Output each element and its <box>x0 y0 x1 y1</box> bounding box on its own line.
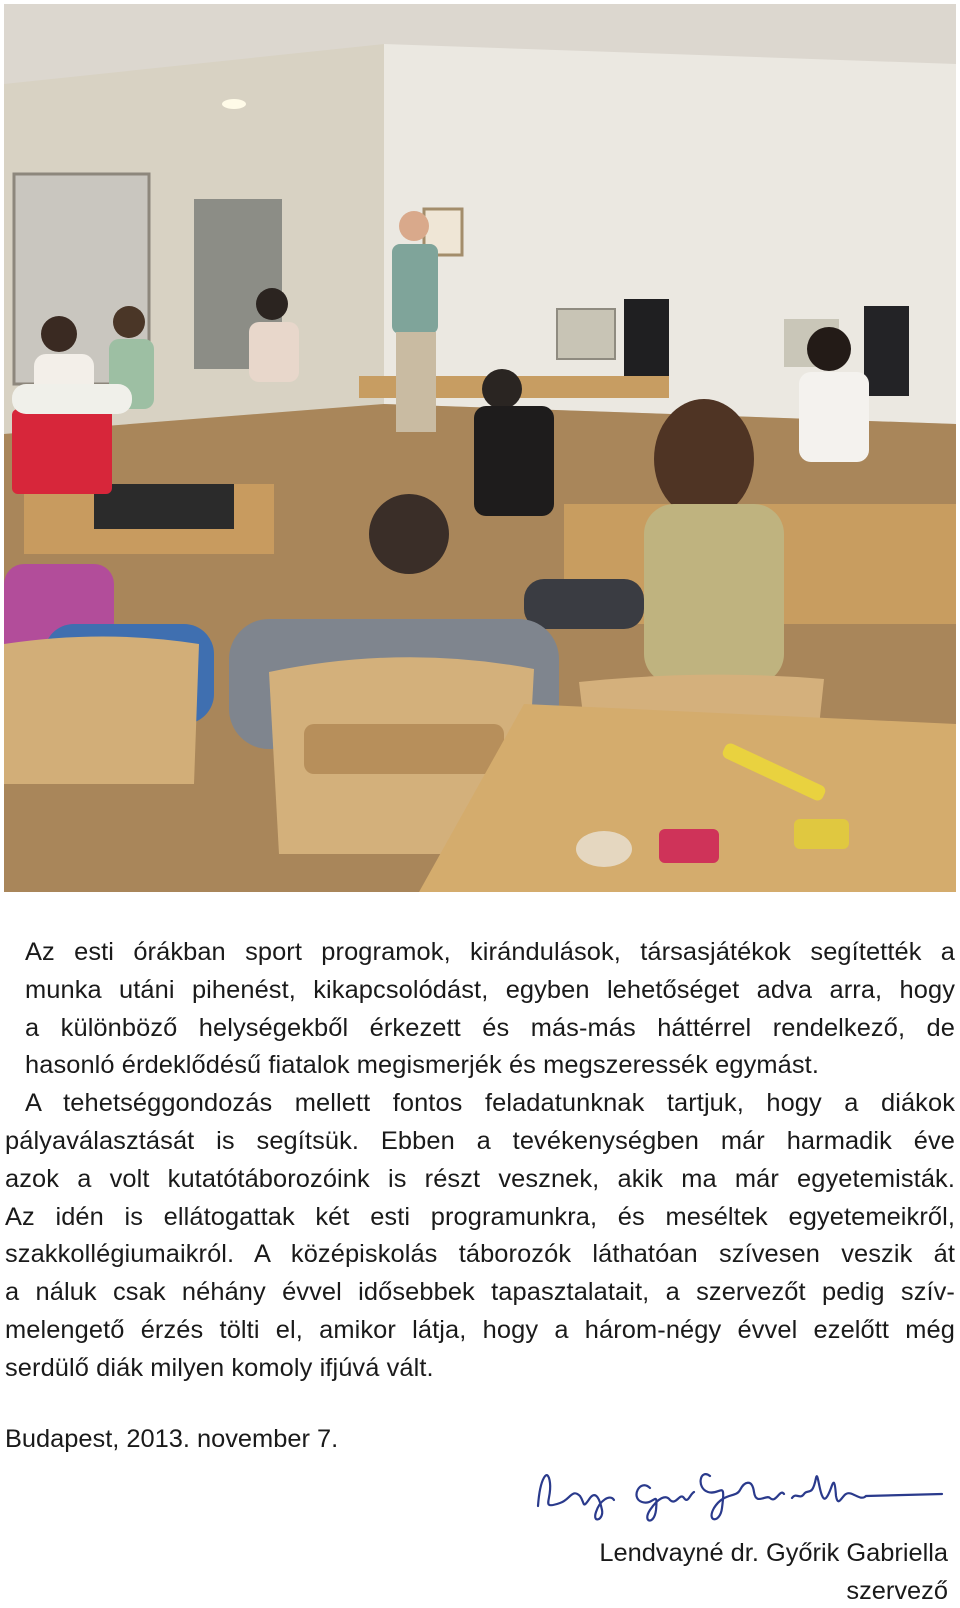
p1-line-1: Az esti órákban sport programok, kirándulások, társasjátékok segítették a <box>25 938 955 966</box>
body-text <box>5 934 955 1388</box>
p1-line-3: a különböző helységekből érkezett és más-más háttérrel rendelkező, de <box>25 1013 955 1042</box>
paragraph-1 <box>5 934 955 1085</box>
date-line: Budapest, 2013. november 7. <box>5 1425 339 1453</box>
handwritten-signature <box>530 1448 950 1528</box>
p2-line-4: Az idén is ellátogattak két esti programunkra, és meséltek egyetemeikről, <box>5 1202 955 1231</box>
p2-line-5: szakkollégiumaikról. A középiskolás táborozók láthatóan szívesen veszik át <box>5 1240 955 1269</box>
signer-name: Lendvayné dr. Győrik Gabriella <box>599 1539 948 1567</box>
classroom-photo-illustration <box>4 4 956 892</box>
p2-line-8: serdülő diák milyen komoly ifjúvá vált. <box>5 1353 434 1382</box>
paragraph-2 <box>5 1085 955 1387</box>
p2-line-6: a náluk csak néhány évvel idősebbek tapasztalatait, a szervezőt pedig szív- <box>5 1278 955 1307</box>
p1-line-2: munka utáni pihenést, kikapcsolódást, egyben lehetőséget adva arra, hogy <box>25 975 955 1004</box>
p2-line-1: A tehetséggondozás mellett fontos feladatunknak tartjuk, hogy a diákok <box>25 1089 955 1118</box>
p1-line-4: hasonló érdeklődésű fiatalok megismerjék és megszeressék egymást. <box>25 1051 819 1080</box>
classroom-photo <box>4 4 956 892</box>
p2-line-7: melengető érzés tölti el, amikor látja, hogy a három-négy évvel ezelőtt még <box>5 1315 955 1344</box>
p2-line-2: pályaválasztását is segítsük. Ebben a tevékenységben már harmadik éve <box>5 1126 955 1155</box>
signature-scribble <box>530 1448 950 1528</box>
p2-line-3: azok a volt kutatótáborozóink is részt vesznek, akik ma már egyetemisták. <box>5 1164 955 1193</box>
signer-role: szervező <box>846 1577 948 1605</box>
